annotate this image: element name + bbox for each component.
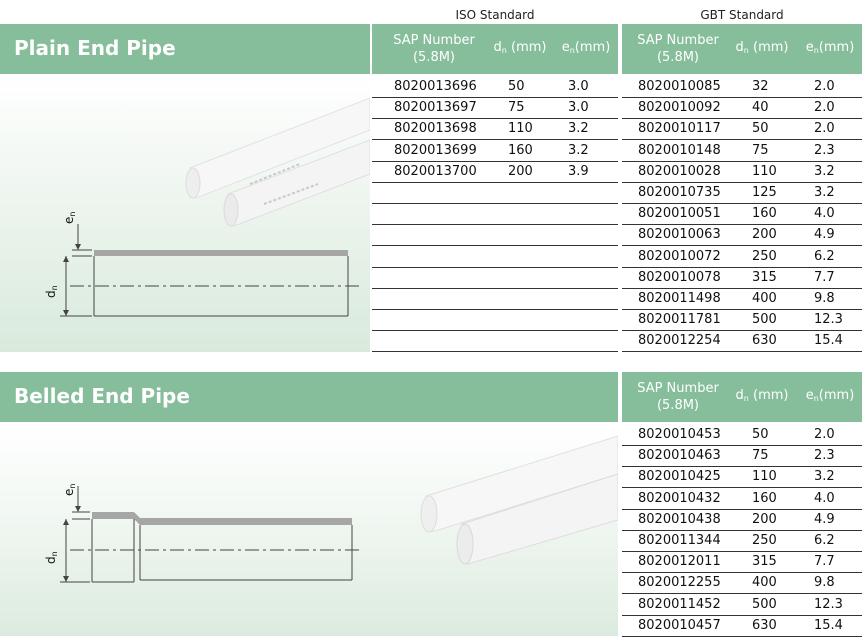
- cell-en: 2.0: [814, 427, 835, 442]
- cell-sap: 8020010028: [638, 163, 721, 179]
- table-row: [622, 551, 862, 573]
- belled-dn-header: $d_n$ (mm): [735, 388, 789, 403]
- table-row: [622, 267, 862, 289]
- table-row: [372, 267, 618, 289]
- belled-sap-header-sub: (5.8M): [656, 398, 700, 413]
- belled-table-body: [622, 424, 862, 636]
- plain-en-label: $e_n$: [62, 211, 77, 224]
- cell-sap: 8020012011: [638, 554, 721, 570]
- belled-en-label: $e_n$: [62, 483, 77, 496]
- table-row: [622, 161, 862, 183]
- table-row: [622, 97, 862, 119]
- cell-dn: 160: [752, 206, 777, 222]
- cell-dn: 200: [508, 163, 533, 179]
- cell-en: 2.0: [814, 79, 835, 94]
- cell-en: 3.2: [814, 185, 835, 200]
- cell-sap: 8020013696: [394, 79, 477, 94]
- cell-dn: 500: [752, 596, 777, 612]
- cell-en: 9.8: [814, 575, 835, 591]
- iso-sap-header: SAP Number: [393, 33, 475, 48]
- iso-table-header: [372, 24, 618, 74]
- cell-en: 3.2: [814, 469, 835, 485]
- cell-sap: 8020011498: [638, 291, 721, 306]
- iso-table-body: [372, 76, 618, 352]
- cell-sap: 8020010148: [638, 142, 721, 158]
- table-row: [622, 330, 862, 352]
- cell-dn: 75: [752, 448, 769, 464]
- plain-pipe-photo: [186, 98, 370, 226]
- table-row: [622, 246, 862, 268]
- belled-pipe-illustration: [0, 424, 618, 636]
- cell-sap: 8020013697: [394, 100, 477, 116]
- table-row: [622, 615, 862, 637]
- gbt-table-header: [622, 24, 862, 74]
- gbt-table-body: [622, 76, 862, 352]
- table-row: [622, 572, 862, 594]
- table-row: [372, 118, 618, 140]
- belled-end-pipe-title: Belled End Pipe: [14, 384, 190, 408]
- cell-sap: 8020010735: [638, 185, 721, 200]
- table-row: [372, 330, 618, 352]
- cell-sap: 8020010063: [638, 227, 721, 243]
- table-row: [622, 466, 862, 488]
- cell-sap: 8020010117: [638, 121, 721, 137]
- cell-sap: 8020010463: [638, 448, 721, 464]
- cell-sap: 8020010072: [638, 248, 721, 264]
- belled-table-header: [622, 372, 862, 422]
- table-row: [622, 288, 862, 310]
- cell-sap: 8020012254: [638, 333, 721, 349]
- table-row: [622, 182, 862, 204]
- belled-pipe-photo: [421, 436, 618, 564]
- cell-dn: 250: [752, 533, 777, 548]
- belled-pipe-drawing: [60, 483, 360, 582]
- cell-sap: 8020010085: [638, 79, 721, 94]
- belled-title-band: [0, 372, 618, 422]
- cell-sap: 8020011781: [638, 312, 721, 328]
- cell-en: 4.0: [814, 490, 835, 506]
- cell-en: 2.3: [814, 448, 835, 464]
- table-row: [622, 424, 862, 446]
- table-row: [372, 288, 618, 310]
- cell-en: 7.7: [814, 269, 835, 285]
- cell-dn: 110: [752, 163, 777, 179]
- table-row: [622, 76, 862, 98]
- plain-title-band: [0, 24, 370, 74]
- plain-pipe-drawing: [60, 224, 360, 316]
- cell-en: 2.0: [814, 121, 835, 137]
- table-row: [622, 530, 862, 552]
- cell-sap: 8020013698: [394, 121, 477, 137]
- cell-dn: 160: [752, 490, 777, 506]
- cell-en: 4.9: [814, 511, 835, 527]
- iso-dn-header: $d_n$ (mm): [493, 40, 547, 55]
- cell-dn: 125: [752, 185, 777, 200]
- table-row: [372, 76, 618, 98]
- gbt-sap-header: SAP Number: [637, 33, 719, 48]
- gbt-en-header: $e_n(mm)$: [805, 40, 855, 55]
- cell-en: 4.9: [814, 227, 835, 243]
- iso-en-header: $e_n(mm)$: [561, 40, 611, 55]
- table-row: [372, 203, 618, 225]
- cell-dn: 200: [752, 227, 777, 243]
- cell-dn: 50: [752, 427, 769, 442]
- table-row: [372, 97, 618, 119]
- cell-dn: 110: [752, 469, 777, 485]
- belled-en-header: $e_n(mm)$: [805, 388, 855, 403]
- gbt-standard-label: GBT Standard: [700, 8, 784, 22]
- table-row: [372, 224, 618, 246]
- cell-sap: 8020013699: [394, 142, 477, 158]
- cell-dn: 250: [752, 248, 777, 264]
- cell-sap: 8020010438: [638, 511, 721, 527]
- cell-dn: 75: [508, 100, 525, 116]
- cell-dn: 400: [752, 291, 777, 306]
- plain-pipe-illustration: [0, 76, 370, 352]
- cell-dn: 500: [752, 312, 777, 328]
- cell-en: 3.2: [568, 142, 589, 158]
- cell-sap: 8020010051: [638, 206, 721, 222]
- table-row: [622, 140, 862, 162]
- cell-en: 2.3: [814, 142, 835, 158]
- cell-dn: 50: [752, 121, 769, 137]
- cell-en: 15.4: [814, 333, 843, 349]
- gbt-dn-header: $d_n$ (mm): [735, 40, 789, 55]
- cell-en: 3.0: [568, 100, 589, 116]
- cell-sap: 8020010092: [638, 100, 721, 116]
- table-row: [372, 309, 618, 331]
- gbt-sap-header-sub: (5.8M): [656, 50, 700, 65]
- table-row: [372, 161, 618, 183]
- cell-dn: 75: [752, 142, 769, 158]
- cell-en: 15.4: [814, 617, 843, 633]
- cell-dn: 32: [752, 79, 769, 94]
- iso-sap-header-sub: (5.8M): [412, 50, 456, 65]
- belled-sap-header: SAP Number: [637, 381, 719, 396]
- cell-sap: 8020010457: [638, 617, 721, 633]
- iso-standard-label: ISO Standard: [455, 8, 535, 22]
- cell-en: 3.2: [568, 121, 589, 137]
- table-row: [372, 140, 618, 162]
- cell-sap: 8020010078: [638, 269, 721, 285]
- cell-sap: 8020010432: [638, 490, 721, 506]
- cell-dn: 160: [508, 142, 533, 158]
- plain-end-pipe-title: Plain End Pipe: [14, 36, 176, 60]
- cell-en: 7.7: [814, 554, 835, 570]
- cell-en: 12.3: [814, 596, 843, 612]
- cell-en: 6.2: [814, 248, 835, 264]
- cell-dn: 110: [508, 121, 533, 137]
- table-row: [622, 488, 862, 510]
- cell-dn: 315: [752, 269, 777, 285]
- cell-sap: 8020011452: [638, 596, 721, 612]
- table-row: [622, 509, 862, 531]
- plain-dn-label: $d_n$: [44, 285, 59, 298]
- table-row: [622, 309, 862, 331]
- table-row: [622, 594, 862, 616]
- belled-dn-label: $d_n$: [44, 551, 59, 564]
- table-row: [372, 182, 618, 204]
- cell-sap: 8020010425: [638, 469, 721, 485]
- cell-dn: 50: [508, 79, 525, 94]
- cell-en: 3.2: [814, 163, 835, 179]
- table-row: [622, 224, 862, 246]
- cell-dn: 400: [752, 575, 777, 591]
- table-row: [622, 445, 862, 467]
- cell-en: 3.9: [568, 163, 589, 179]
- cell-dn: 630: [752, 617, 777, 633]
- table-row: [622, 118, 862, 140]
- cell-sap: 8020012255: [638, 575, 721, 591]
- cell-en: 2.0: [814, 100, 835, 116]
- cell-dn: 630: [752, 333, 777, 349]
- cell-en: 4.0: [814, 206, 835, 222]
- cell-sap: 8020011344: [638, 533, 721, 548]
- cell-sap: 8020010453: [638, 427, 721, 442]
- cell-en: 12.3: [814, 312, 843, 328]
- cell-en: 3.0: [568, 79, 589, 94]
- cell-en: 6.2: [814, 533, 835, 548]
- table-row: [622, 203, 862, 225]
- cell-sap: 8020013700: [394, 163, 477, 179]
- cell-dn: 315: [752, 554, 777, 570]
- table-row: [372, 246, 618, 268]
- cell-dn: 40: [752, 100, 769, 116]
- cell-en: 9.8: [814, 291, 835, 306]
- cell-dn: 200: [752, 511, 777, 527]
